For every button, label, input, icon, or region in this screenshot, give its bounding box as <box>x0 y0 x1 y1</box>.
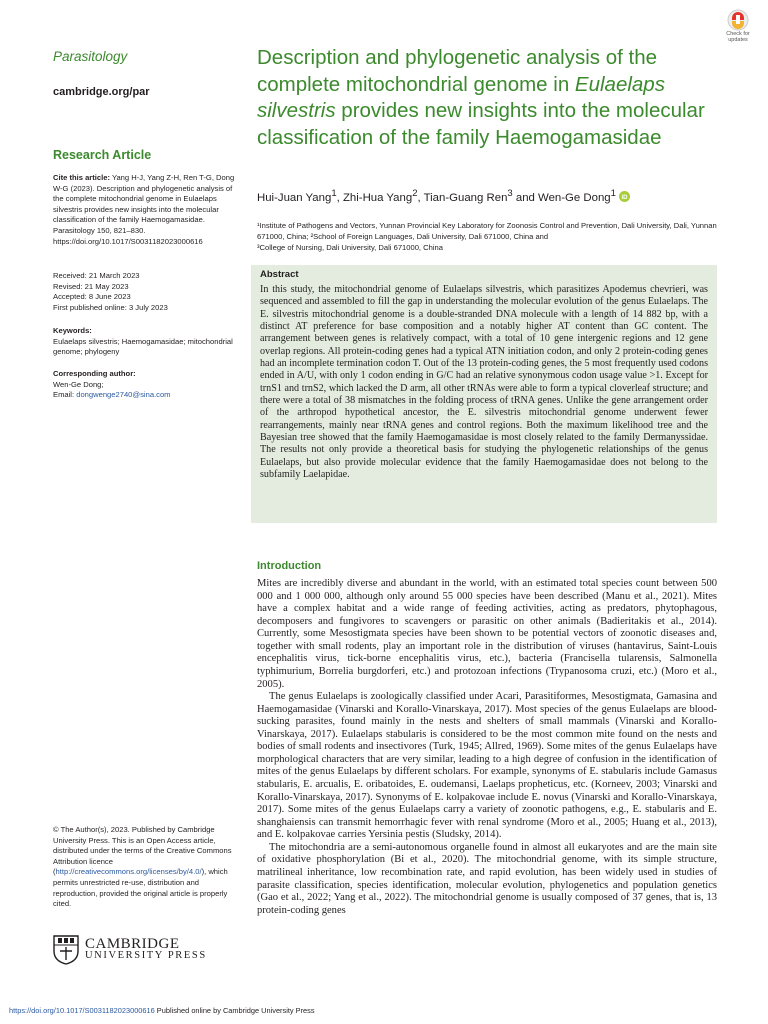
article-type: Research Article <box>53 148 152 162</box>
cite-label: Cite this article: <box>53 173 110 182</box>
license-block <box>53 825 243 910</box>
badge-label: Check for updates <box>726 31 750 43</box>
cite-text: Yang H-J, Yang Z-H, Ren T-G, Dong W-G (2023). Description and phylogenetic analysis of the complete mitochondrial genome in Eulaelaps silvestris provides new insights into the molecular classification of the family Haemogamasidae. Parasitology 150, 821–830. https://doi.org/10.1017/S0031182023000616 <box>53 173 235 246</box>
intro-paragraph-1: Mites are incredibly diverse and abundant in the world, with an estimated total species count between 500 000 and 1 000 000, although only around 55 000 species have been described (Manu et al., 2021). Mites have a complex habitat and a wide range of feeding activities, acting as predators, phytophagous, decomposers and fungivores to scavengers or parasitic on other animals (Badieritakis et al., 2014). Currently, some Mesostigmata species have been shown to be potential vectors of zoonotic diseases and, together with small rodents, play an important role in the distribution of viruses (hantavirus, Saint-Louis encephalitis virus, tick-borne encephalitis virus, etc.), bacteria (Francisella tularensis, Salmonella typhimurium, Borrelia burgdorferi, etc.) and protozoan infections (Trypanosoma cruzi, etc.) (Moro et al., 2005). <box>257 578 717 690</box>
crossmark-icon <box>727 9 749 31</box>
affiliation-2: ³College of Nursing, Dali University, Dali 671000, China <box>257 243 443 252</box>
corr-email-link[interactable]: dongwenge2740@sina.com <box>76 390 171 400</box>
author-4-sup: 1 <box>610 188 616 199</box>
license-pre: © The Author(s), 2023. Published by Cambridge University Press. This is an Open Access article, distributed under the terms of the Creative Commons Attribution licence ( <box>53 825 232 877</box>
author-4: Wen-Ge Dong <box>538 191 611 204</box>
orcid-icon[interactable] <box>619 191 630 202</box>
check-for-updates-badge[interactable] <box>719 9 757 45</box>
published-date: First published online: 3 July 2023 <box>53 302 168 312</box>
journal-url[interactable]: cambridge.org/par <box>53 86 150 98</box>
corr-email-label: Email: <box>53 390 75 400</box>
license-post: ), which permits unrestricted re-use, distribution and reproduction, provided the original article is properly cited. <box>53 867 228 909</box>
cambridge-logo <box>53 935 207 965</box>
page-footer <box>9 1006 315 1015</box>
keywords-text: Eulaelaps silvestris; Haemogamasidae; mitochondrial genome; phylogeny <box>53 336 233 357</box>
footer-text: Published online by Cambridge University Press <box>154 1006 315 1015</box>
keywords-block <box>53 326 233 358</box>
citation-block <box>53 173 239 247</box>
author-3: Tian-Guang Ren <box>423 191 508 204</box>
dates-block <box>53 271 168 313</box>
received-date: Received: 21 March 2023 <box>53 271 140 280</box>
keywords-label: Keywords: <box>53 326 92 335</box>
accepted-date: Accepted: 8 June 2023 <box>53 292 131 302</box>
publisher-line2: UNIVERSITY PRESS <box>85 950 207 961</box>
publisher-line1: CAMBRIDGE <box>85 936 180 952</box>
author-1: Hui-Juan Yang <box>257 191 332 204</box>
author-3-sup: 3 <box>507 188 513 199</box>
cambridge-shield-icon <box>53 935 79 965</box>
revised-date: Revised: 21 May 2023 <box>53 281 129 291</box>
introduction-body <box>257 578 717 917</box>
intro-paragraph-2: The genus Eulaelaps is zoologically classified under Acari, Parasitiformes, Mesostigmata, Gamasina and Haemogamasidae (Vinarski and Korallo-Vinarskaya, 2017). Most species of the genus Eulaelaps are blood-sucking parasites, found mainly in the nests and shelters of small mammals (Vinarski and Korallo-Vinarskaya, 2017). Eulaelaps stabularis is considered to be the most common mite found on the nests and bodies of small rodents and insectivores (Turk, 1945; Allred, 1969). Some mites of the genus Eulaelaps have morphological characters that are very similar, leading to a high degree of confusion in the identification of mites of the genus Eulaelaps by different scholars. For example, synonyms of E. stabularis include Gamasus stabularis, E. arcualis, E. oribatoides, E. oudemansi, Laelaps propheticus, etc. (Korneev, 2003; Vinarski and Korallo-Vinarskaya, 2017). Synonyms of E. kolpakovae include E. novus (Vinarski and Korallo-Vinarskaya, 2017). Some mites of the genus Eulaelaps carry a variety of zoonotic pathogens, e.g., E. stabularis and E. shanghaiensis can transmit hemorrhagic fever with renal syndrome (Moro et al., 2005; Huang et al., 2013), and E. kolpakovae carries Yersinia pestis (Sludsky, 2014). <box>257 691 717 841</box>
abstract-text: In this study, the mitochondrial genome of Eulaelaps silvestris, which parasitizes Apodemus chevrieri, was sequenced and assembled to fill the gap in understanding the molecular evolution of the genus Eulaelaps. The E. silvestris mitochondrial genome is a double-stranded DNA molecule with a length of 14 882 bp, with a distinct AT preference for base composition and a notably higher AT content than GC content. The arrangement between genes is relatively compact, with a total of 10 gene intergenic regions and 12 gene overlap regions. All protein-coding genes had a typical ATN initiation codon, and only 2 protein-coding genes had an incomplete termination codon T. Out of the 13 protein-coding genes, the 5 most frequently used codons ended in A/U, with only 1 codon ending in G/C had an relative synonymous codon usage value >1. Except for trnS1 and trnS2, which lacked the D arm, all other tRNAs were able to form a typical cloverleaf structure; and there were a total of 38 mismatches in the folding process of tRNA genes. Unlike the gene arrangement order of the arthropod hypothetical ancestor, the E. silvestris mitochondrial genome underwent fewer rearrangements, mainly near tRNA genes and control regions. Both the maximum likelihood tree and the Bayesian tree showed that the family Haemogamasidae is most closely related to the family Dermanyssidae. The results not only provide a theoretical basis for studying the phylogenetic relationships of the genus Eulaelaps, but also provide molecular evidence that the family Haemogamasidae does not belong to the subfamily Laelapidae. <box>260 284 708 481</box>
article-title <box>257 45 727 151</box>
journal-name: Parasitology <box>53 49 128 64</box>
author-2: Zhi-Hua Yang <box>342 191 413 204</box>
corr-name: Wen-Ge Dong; <box>53 379 104 389</box>
author-2-sup: 2 <box>412 188 418 199</box>
authors-line: Hui-Juan Yang$^1$, Zhi-Hua Yang$^2$, Tian-Guang Ren$^3$ and Wen-Ge Dong$^1$ iD <box>257 188 630 204</box>
abstract-box <box>251 265 717 523</box>
svg-text:iD: iD <box>621 194 628 201</box>
affiliation-1: ¹Institute of Pathogens and Vectors, Yunnan Provincial Key Laboratory for Zoonosis Control and Prevention, Dali University, Dali, Yunnan 671000, China; ²School of Foreign Languages, Dali University, Dali 671000, China and <box>257 221 717 241</box>
affiliations <box>257 220 727 253</box>
title-species: Eulaelaps silvestris <box>257 72 665 122</box>
abstract-heading: Abstract <box>260 269 299 280</box>
footer-doi-link[interactable]: https://doi.org/10.1017/S0031182023000616 <box>9 1006 155 1015</box>
title-part1: Description and phylogenetic analysis of the complete mitochondrial genome in <box>257 46 657 96</box>
author-1-sup: 1 <box>331 188 337 199</box>
introduction-heading: Introduction <box>257 560 322 572</box>
intro-paragraph-3: The mitochondria are a semi-autonomous organelle found in almost all eukaryotes and are the main site of oxidative phosphorylation (Bi et al., 2020). The mitochondrial genome, with its simple structure, matrilineal inheritance, low recombination rate, and rapid evolution, has been widely used in studies of parasite classification, species identification, molecular evolution, phylogenetics and population genetics (Gao et al., 2022; Yang et al., 2022). The mitochondrial genome is usually composed of 37 genes, that is, 13 protein-coding genes <box>257 841 717 916</box>
corr-label: Corresponding author: <box>53 369 136 378</box>
license-link[interactable]: http://creativecommons.org/licenses/by/4.0/ <box>55 867 202 877</box>
title-part2: provides new insights into the molecular classification of the family Haemogamasidae <box>257 99 705 149</box>
corresponding-author-block <box>53 369 171 401</box>
